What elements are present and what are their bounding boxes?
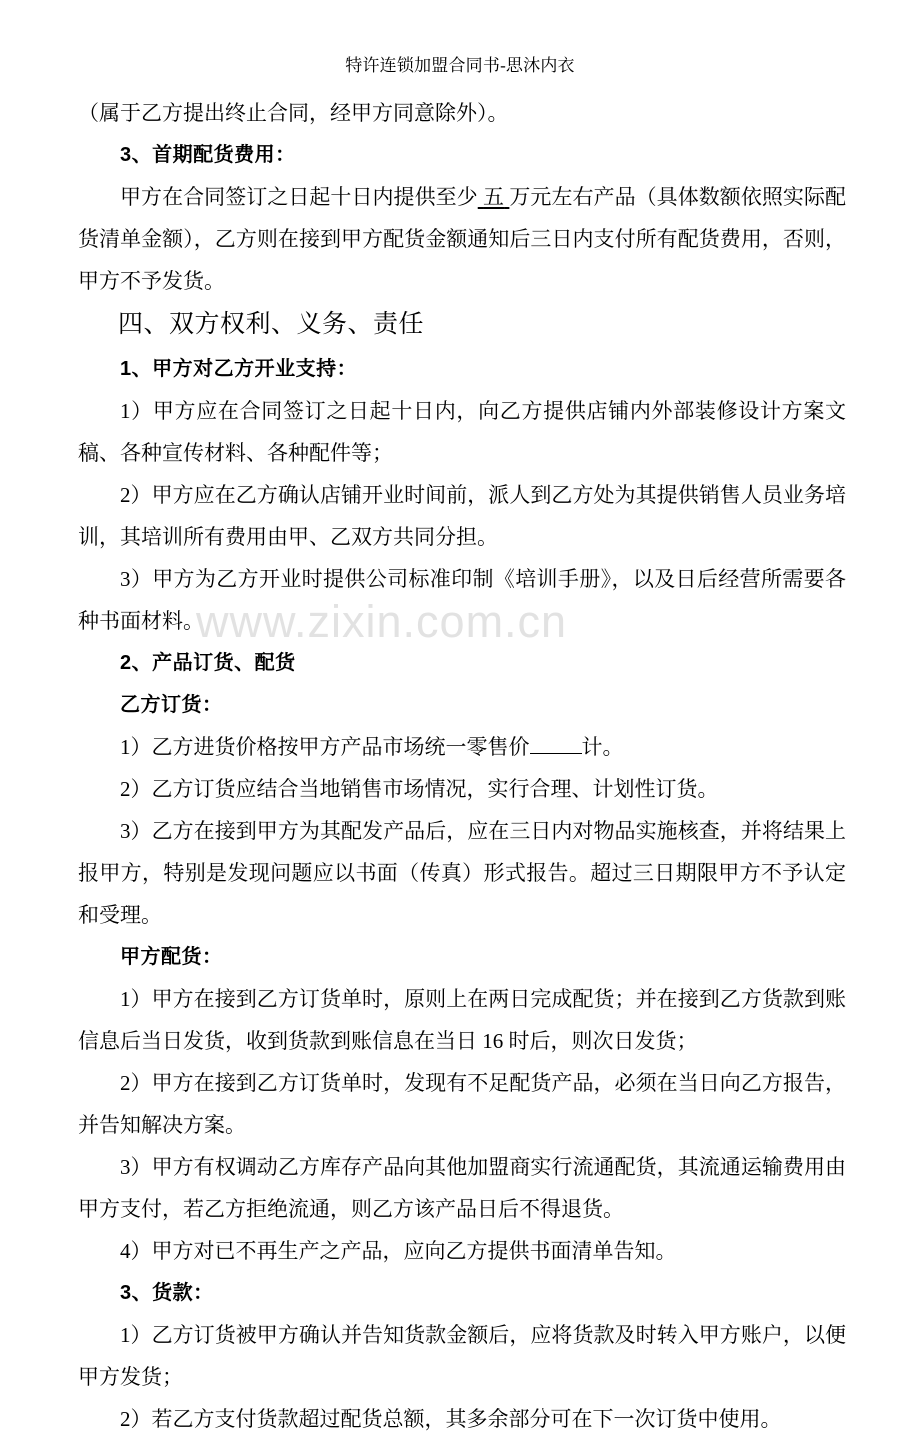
paragraph-intro: （属于乙方提出终止合同，经甲方同意除外）。 [78,101,509,125]
shipping-fee-text-b: 万元左右产品（具体数额依照实际配货清单金额），乙方则在接到甲方配货金额通知后三日内支付所有配货费用，否则，甲方不予发货。 [78,185,847,293]
paragraph-2-1-text-b: 计。 [581,735,624,759]
shipping-fee-amount [478,185,510,209]
paragraph-2-1-text-a: 1）乙方进货价格按甲方产品市场统一零售价 [120,735,530,759]
heading-payment: 3、货款： [120,1282,214,1304]
paragraph-1-1: 1）甲方应在合同签订之日起十日内，向乙方提供店铺内外部装修设计方案文稿、各种宣传材料、各种配件等； [78,399,846,465]
paragraph-4-2: 2）若乙方支付货款超过配货总额，其多余部分可在下一次订货中使用。 [120,1407,782,1431]
paragraph-4-1: 1）乙方订货被甲方确认并告知货款金额后，应将货款及时转入甲方账户，以便甲方发货； [78,1323,846,1389]
paragraph-1-3: 3）甲方为乙方开业时提供公司标准印制《培训手册》，以及日后经营所需要各种书面材料。 [78,567,846,633]
paragraph-2-2: 2）乙方订货应结合当地销售市场情况，实行合理、计划性订货。 [120,777,719,801]
heading-section-four: 四、双方权利、义务、责任 [118,311,425,338]
document-body [78,92,846,1440]
paragraph-3-3: 3）甲方有权调动乙方库存产品向其他加盟商实行流通配货，其流通运输费用由甲方支付，若乙方拒绝流通，则乙方该产品日后不得退货。 [78,1155,846,1221]
paragraph-3-2: 2）甲方在接到乙方订货单时，发现有不足配货产品，必须在当日向乙方报告，并告知解决方案。 [78,1071,846,1137]
paragraph-2-3: 3）乙方在接到甲方为其配发产品后，应在三日内对物品实施核查，并将结果上报甲方，特别是发现问题应以书面（传真）形式报告。超过三日期限甲方不予认定和受理。 [78,819,846,927]
watermark-text: www.zixin.com.cn [196,596,568,647]
heading-shipping-fee: 3、首期配货费用： [120,144,296,166]
paragraph-3-4: 4）甲方对已不再生产之产品，应向乙方提供书面清单告知。 [120,1239,677,1263]
paragraph-2-1 [78,726,846,768]
paragraph-1-2: 2）甲方应在乙方确认店铺开业时间前，派人到乙方处为其提供销售人员业务培训，其培训所有费用由甲、乙双方共同分担。 [78,483,846,549]
shipping-fee-text-a: 甲方在合同签订之日起十日内提供至少 [120,185,478,209]
running-header: 特许连锁加盟合同书-思沐内衣 [345,56,575,75]
paragraph-shipping-fee [78,176,846,302]
heading-order-distribute: 2、产品订货、配货 [120,652,296,674]
shipping-fee-amount-value: 五 [483,185,505,209]
heading-opening-support: 1、甲方对乙方开业支持： [120,358,358,380]
heading-party-a-distribute: 甲方配货： [120,946,223,968]
paragraph-3-1: 1）甲方在接到乙方订货单时，原则上在两日完成配货；并在接到乙方货款到账信息后当日发货，收到货款到账信息在当日 16 时后，则次日发货； [78,987,846,1053]
heading-party-b-order: 乙方订货： [120,694,223,716]
retail-price-blank [530,736,582,754]
